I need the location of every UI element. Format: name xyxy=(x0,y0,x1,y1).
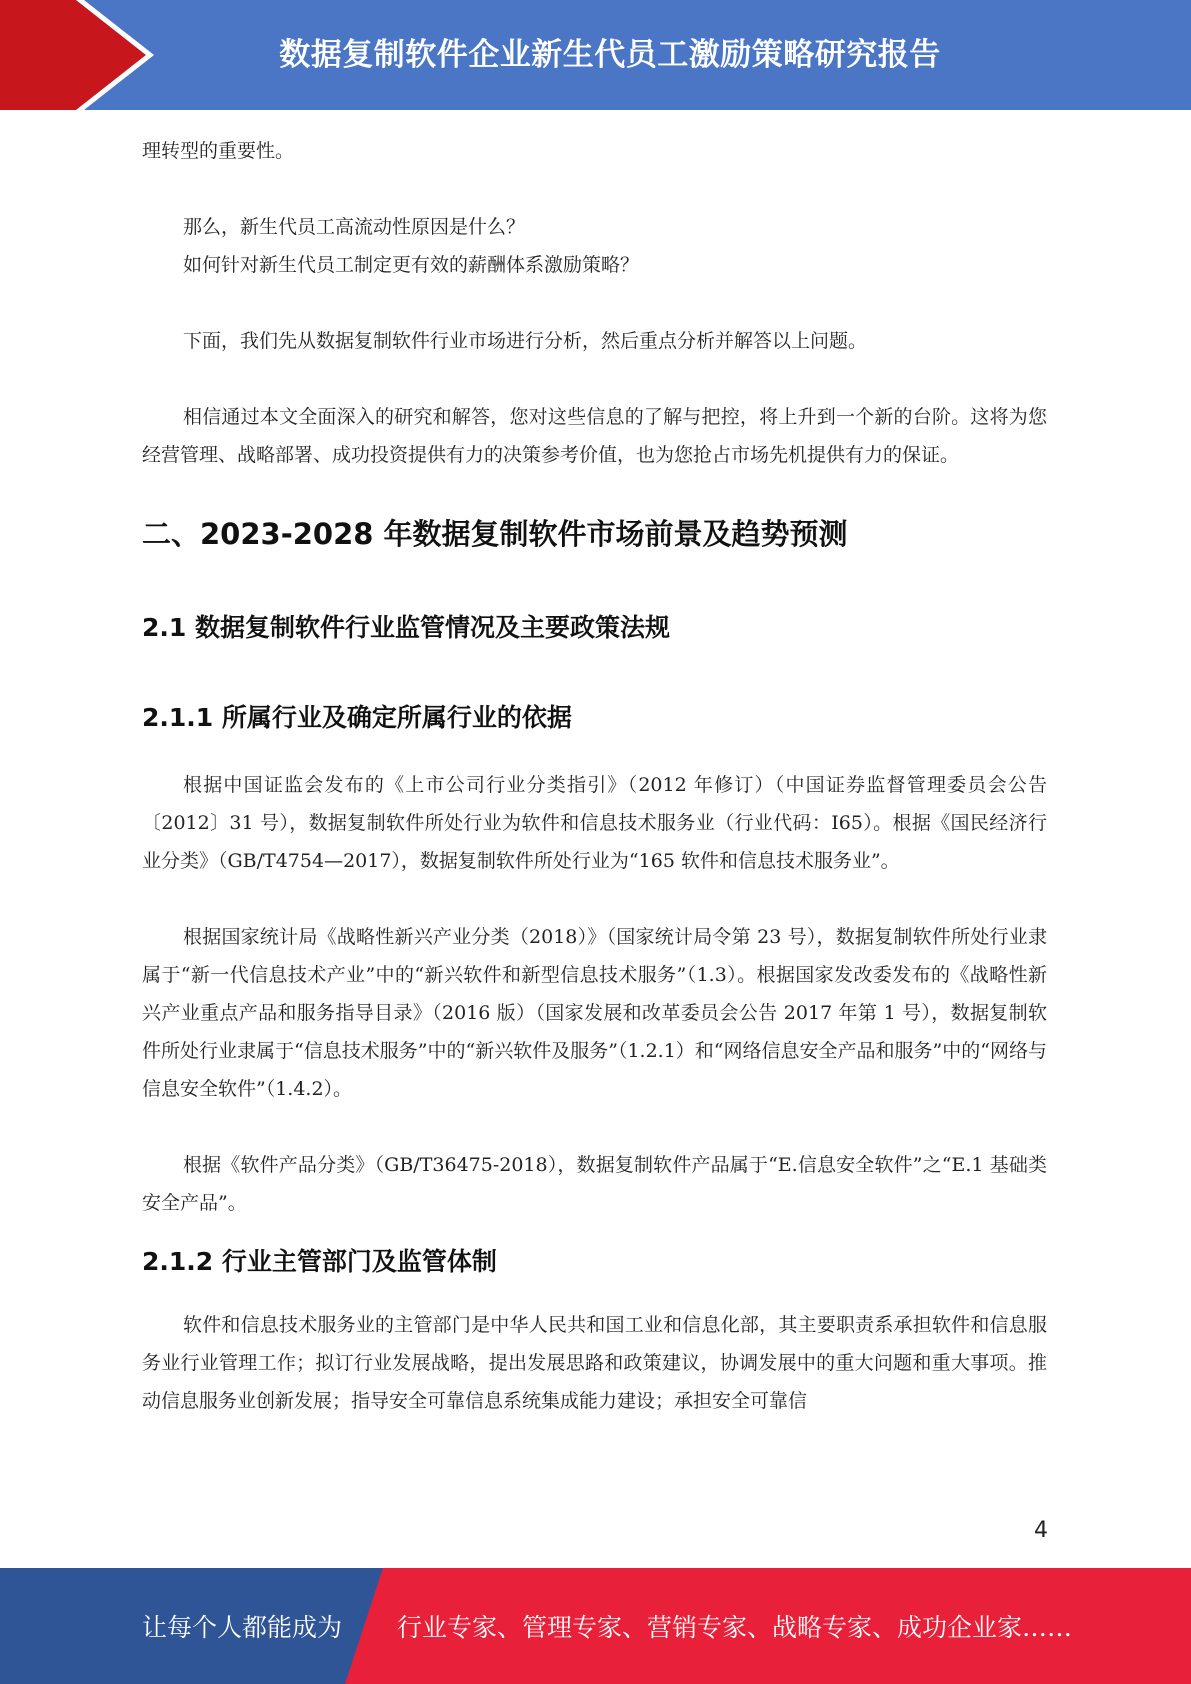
section-heading-2-1-2: 2.1.2 行业主管部门及监管体制 xyxy=(142,1247,497,1276)
report-title: 数据复制软件企业新生代员工激励策略研究报告 xyxy=(279,36,941,73)
document-body xyxy=(142,132,1047,1420)
paragraph-product-classification: 根据《软件产品分类》（GB/T36475-2018），数据复制软件产品属于“E.信息安全软件”之“E.1 基础类安全产品”。 xyxy=(142,1154,1047,1214)
footer-slogan-left: 让每个人都能成为 xyxy=(142,1613,343,1642)
page-header-banner xyxy=(0,0,1191,110)
page-footer-banner xyxy=(0,1568,1191,1684)
section-heading-2-1: 2.1 数据复制软件行业监管情况及主要政策法规 xyxy=(142,613,670,642)
paragraph-industry-classification: 根据中国证监会发布的《上市公司行业分类指引》（2012 年修订）（中国证券监督管理委员会公告〔2012〕31 号），数据复制软件所处行业为软件和信息技术服务业（行业代码：I65）。根据《国民经济行业分类》（GB/T4754—2017），数据复制软件所处行业为“165 软件和信息技术服务业”。 xyxy=(142,774,1047,872)
paragraph-regulator: 软件和信息技术服务业的主管部门是中华人民共和国工业和信息化部，其主要职责系承担软件和信息服务业行业管理工作；拟订行业发展战略，提出发展思路和政策建议，协调发展中的重大问题和重大事项。推动信息服务业创新发展；指导安全可靠信息系统集成能力建设；承担安全可靠信 xyxy=(142,1314,1047,1412)
question-2: 如何针对新生代员工制定更有效的薪酬体系激励策略？ xyxy=(183,254,640,276)
section-heading-2-1-1: 2.1.1 所属行业及确定所属行业的依据 xyxy=(142,703,572,732)
page-number: 4 xyxy=(1034,1518,1048,1543)
paragraph-strategic-industry: 根据国家统计局《战略性新兴产业分类（2018）》（国家统计局令第 23 号），数据复制软件所处行业隶属于“新一代信息技术产业”中的“新兴软件和新型信息技术服务”（1.3）。根据国家发改委发布的《战略性新兴产业重点产品和服务指导目录》（2016 版）（国家发展和改革委员会公告 2017 年第 1 号），数据复制软件所处行业隶属于“信息技术服务”中的“新兴软件及服务”（1.2.1）和“网络信息安全产品和服务”中的“网络与信息安全软件”（1.4.2）。 xyxy=(142,926,1047,1100)
paragraph-intro: 下面，我们先从数据复制软件行业市场进行分析，然后重点分析并解答以上问题。 xyxy=(183,330,868,352)
paragraph-continuation: 理转型的重要性。 xyxy=(142,140,295,162)
question-1: 那么，新生代员工高流动性原因是什么？ xyxy=(183,216,526,238)
paragraph-value: 相信通过本文全面深入的研究和解答，您对这些信息的了解与把控，将上升到一个新的台阶。这将为您经营管理、战略部署、成功投资提供有力的决策参考价值，也为您抢占市场先机提供有力的保证。 xyxy=(142,406,1047,466)
footer-slogan-right: 行业专家、管理专家、营销专家、战略专家、成功企业家…… xyxy=(397,1613,1073,1642)
chapter-heading: 二、2023-2028 年数据复制软件市场前景及趋势预测 xyxy=(142,517,848,551)
